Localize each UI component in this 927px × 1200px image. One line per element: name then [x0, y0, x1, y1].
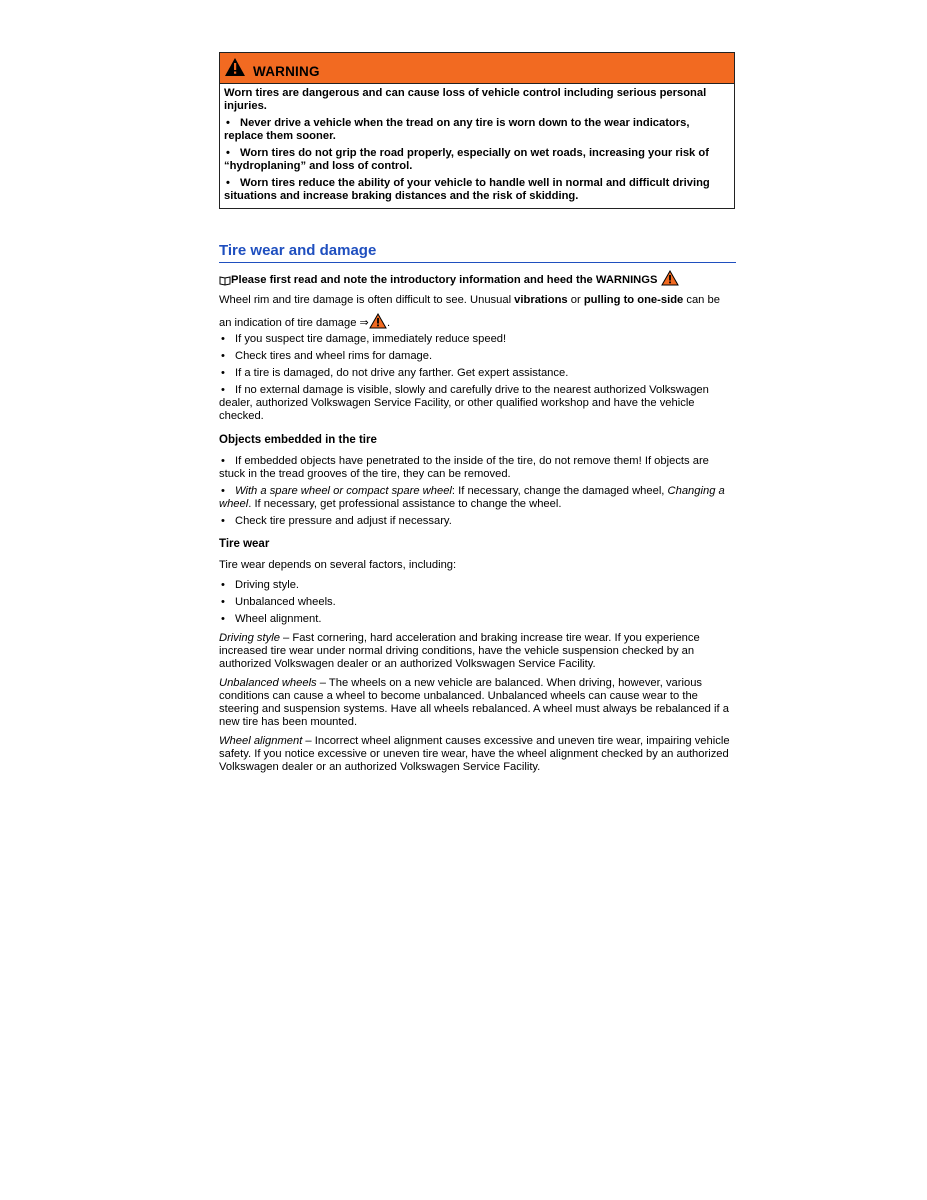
- bullet-dot: •: [226, 177, 230, 189]
- read-note: [219, 270, 736, 287]
- objects-list: [219, 455, 736, 528]
- driving-style-paragraph: Driving style – Fast cornering, hard acceleration and braking increase tire wear. If you experience increased tire wear under normal driving conditions, have the vehicle suspension checked by an authorized Volkswagen dealer or an authorized Volkswagen Service Facility.: [219, 632, 700, 670]
- bullet-dot: •: [221, 350, 225, 362]
- list-item: • Unbalanced wheels.: [221, 596, 336, 608]
- warning-item: • Worn tires reduce the ability of your vehicle to handle well in normal and difficult driving situations and increase braking distances and the risk of skidding.: [224, 177, 710, 202]
- list-item: • If a tire is damaged, do not drive any farther. Get expert assistance.: [221, 367, 569, 379]
- tirewear-factors: [219, 579, 736, 626]
- bullet-dot: •: [221, 367, 225, 379]
- warning-triangle-icon: [369, 313, 387, 329]
- bullet-dot: •: [221, 613, 225, 625]
- damage-bullet-list: [219, 333, 736, 423]
- read-note-text: Please first read and note the introductory information and heed the WARNINGS: [231, 274, 658, 286]
- bullet-dot: •: [221, 485, 225, 497]
- objects-heading: Objects embedded in the tire: [219, 434, 377, 446]
- warning-item: • Never drive a vehicle when the tread on any tire is worn down to the wear indicators, replace them sooner.: [224, 117, 690, 142]
- bullet-dot: •: [221, 455, 225, 467]
- warning-box: [219, 52, 735, 209]
- list-item: • If no external damage is visible, slowly and carefully drive to the nearest authorized Volkswagen dealer, authorized Volkswagen Service Facility, or other qualified workshop and have the vehicle checked.: [219, 384, 709, 422]
- unbalanced-wheels-paragraph: Unbalanced wheels – The wheels on a new vehicle are balanced. When driving, however, various conditions can cause a wheel to become unbalanced. Unbalanced wheels can cause wear to the steering and suspension systems. Have all wheels rebalanced. A wheel must always be rebalanced if a new tire has been mounted.: [219, 677, 729, 728]
- warning-header: [220, 53, 734, 84]
- intro-paragraph: Wheel rim and tire damage is often difficult to see. Unusual vibrations or pulling to one-side can be an indication of tire damage ⇒ .: [219, 294, 720, 329]
- section-title: Tire wear and damage: [219, 242, 736, 263]
- bullet-dot: •: [221, 596, 225, 608]
- bullet-dot: •: [226, 147, 230, 159]
- warning-body: [220, 84, 734, 208]
- bullet-dot: •: [221, 333, 225, 345]
- warning-title: WARNING: [253, 64, 320, 79]
- list-item: • If you suspect tire damage, immediately reduce speed!: [221, 333, 507, 345]
- bullet-dot: •: [221, 579, 225, 591]
- wheel-alignment-paragraph: Wheel alignment – Incorrect wheel alignment causes excessive and uneven tire wear, impairing vehicle safety. If you notice excessive or uneven tire wear, have the wheel alignment checked by an authorized Volkswagen dealer or an authorized Volkswagen Service Facility.: [219, 735, 730, 773]
- list-item: • With a spare wheel or compact spare wheel: If necessary, change the damaged wheel, Changing a wheel. If necessary, get professional assistance to change the wheel.: [219, 485, 725, 510]
- list-item: • If embedded objects have penetrated to the inside of the tire, do not remove them! If objects are stuck in the tread grooves of the tire, they can be removed.: [219, 455, 709, 480]
- warning-triangle-icon: [224, 57, 246, 77]
- warning-triangle-icon: [661, 270, 679, 286]
- tirewear-intro: Tire wear depends on several factors, including:: [219, 559, 457, 571]
- tirewear-heading: Tire wear: [219, 538, 270, 550]
- list-item: • Driving style.: [221, 579, 300, 591]
- book-icon: [219, 275, 231, 286]
- changing-wheel-link[interactable]: Changing a wheel: [219, 485, 725, 510]
- warning-item: • Worn tires do not grip the road properly, especially on wet roads, increasing your risk of “hydroplaning” and loss of control.: [224, 147, 709, 172]
- bullet-dot: •: [221, 515, 225, 527]
- list-item: • Check tires and wheel rims for damage.: [221, 350, 433, 362]
- warning-intro: Worn tires are dangerous and can cause loss of vehicle control including serious personal injuries.: [224, 87, 707, 112]
- bullet-dot: •: [221, 384, 225, 396]
- list-item: • Wheel alignment.: [221, 613, 322, 625]
- list-item: • Check tire pressure and adjust if necessary.: [221, 515, 452, 527]
- bullet-dot: •: [226, 117, 230, 129]
